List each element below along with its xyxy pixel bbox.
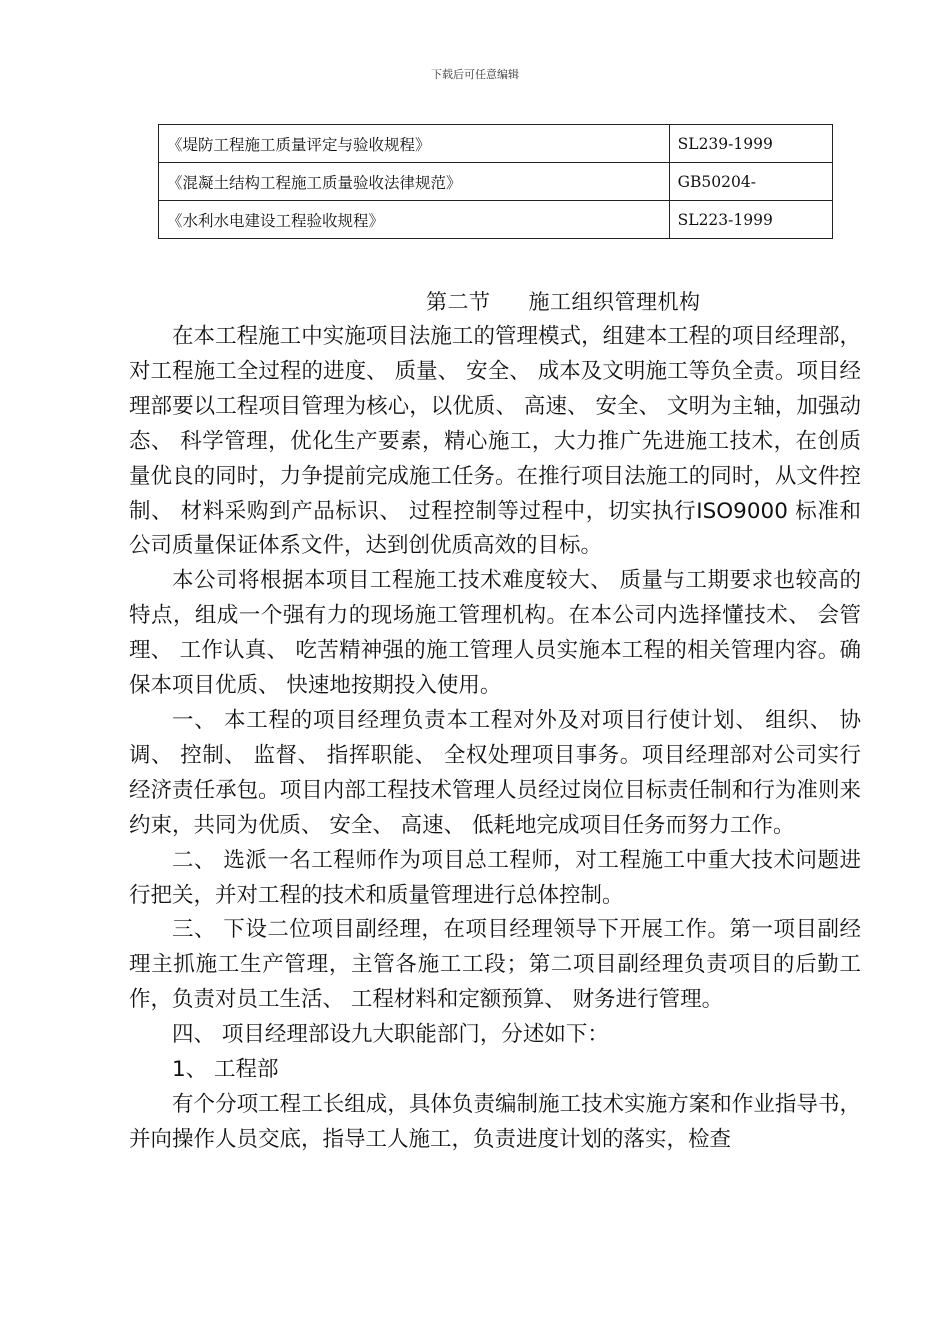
standard-code: SL223-1999 xyxy=(669,201,832,239)
paragraph: 三、 下设二位项目副经理，在项目经理领导下开展工作。第一项目副经理主抓施工生产管理，主管各施工工段；第二项目副经理负责项目的后勤工作，负责对员工生活、 工程材料和定额预算、 财务进行管理。 xyxy=(129,917,861,1013)
paragraph: 一、 本工程的项目经理负责本工程对外及对项目行使计划、 组织、 协调、 控制、 监督、 指挥职能、 全权处理项目事务。项目经理部对公司实行经济责任承包。项目内部工程技术管理人员经过岗位目标责任制和行为准则来约束，共同为优质、 安全、 高速、 低耗地完成项目任务而努力工作。 xyxy=(129,707,861,838)
paragraph: 在本工程施工中实施项目法施工的管理模式，组建本工程的项目经理部，对工程施工全过程的进度、 质量、 安全、 成本及文明施工等负全责。项目经理部要以工程项目管理为核心，以优质、 高速、 安全、 文明为主轴，加强动态、 科学管理，优化生产要素，精心施工，大力推广先进施工技术，在创质量优良的同时，力争提前完成施工任务。在推行项目法施工的同时，从文件控制、 材料采购到产品标识、 过程控制等过程中，切实执行ISO9000 标准和公司质量保证体系文件，达到创优质高效的目标。 xyxy=(129,324,861,559)
paragraph: 有个分项工程工长组成，具体负责编制施工技术实施方案和作业指导书，并向操作人员交底，指导工人施工，负责进度计划的落实，检查 xyxy=(129,1091,861,1152)
paragraph: 本公司将根据本项目工程施工技术难度较大、 质量与工期要求也较高的特点，组成一个强有力的现场施工管理机构。在本公司内选择懂技术、 会管理、 工作认真、 吃苦精神强的施工管理人员实施本工程的相关管理内容。确保本项目优质、 快速地按期投入使用。 xyxy=(129,568,861,699)
standards-table xyxy=(158,124,833,239)
standard-code: SL239-1999 xyxy=(669,125,832,163)
table-row xyxy=(159,163,833,201)
table-row xyxy=(159,201,833,239)
standard-name: 《混凝土结构工程施工质量验收法律规范》 xyxy=(159,163,670,201)
standard-name: 《堤防工程施工质量评定与验收规程》 xyxy=(159,125,670,163)
paragraph: 二、 选派一名工程师作为项目总工程师，对工程施工中重大技术问题进行把关，并对工程的技术和质量管理进行总体控制。 xyxy=(129,847,861,908)
section-heading xyxy=(426,286,701,316)
standard-name: 《水利水电建设工程验收规程》 xyxy=(159,201,670,239)
section-number: 第二节 xyxy=(426,290,491,314)
table-row xyxy=(159,125,833,163)
paragraph: 四、 项目经理部设九大职能部门，分述如下： xyxy=(172,1022,609,1048)
header-note: 下载后可任意编辑 xyxy=(431,68,519,81)
subheading: 1、 工程部 xyxy=(172,1057,279,1083)
body-text xyxy=(129,320,861,1158)
section-title: 施工组织管理机构 xyxy=(528,290,701,314)
standard-code: GB50204- xyxy=(669,163,832,201)
